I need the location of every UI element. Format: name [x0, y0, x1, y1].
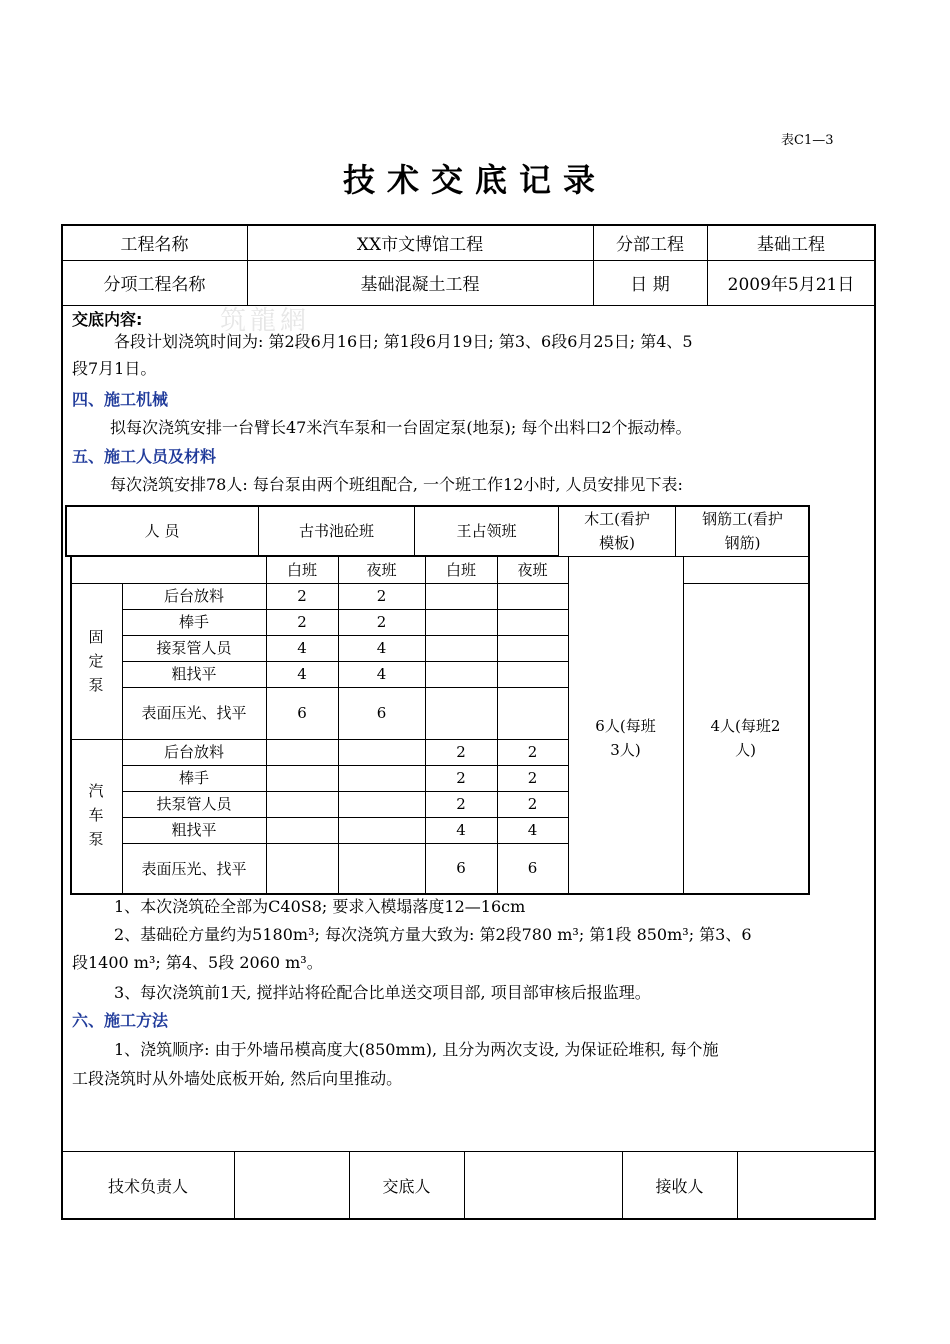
- group-2-label-3: 泵: [88, 830, 104, 848]
- g2-t2-day: 2: [456, 795, 466, 813]
- section-6-title: 六、施工方法: [72, 1011, 169, 1030]
- g1-t1-night: 2: [376, 587, 387, 605]
- section-6-line-1: 1、浇筑顺序: 由于外墙吊模高度大(850mm), 且分为两次支设, 为保证砼堆积, 每个施: [114, 1040, 719, 1059]
- g2-t2-night: 4: [527, 821, 538, 839]
- receiver-signature[interactable]: [737, 1151, 875, 1219]
- handover-signature[interactable]: [464, 1151, 622, 1219]
- g1-t1-night: 4: [376, 665, 387, 683]
- col-rebar-line-2: 钢筋): [724, 534, 761, 552]
- division-value: 基础工程: [757, 235, 825, 255]
- note-3: 3、每次浇筑前1天, 搅拌站将砼配合比单送交项目部, 项目部审核后报监理。: [114, 983, 651, 1002]
- handover-label: 交底人: [382, 1176, 431, 1196]
- content-heading: 交底内容:: [72, 310, 143, 329]
- g2-role: 表面压光、找平: [141, 859, 247, 878]
- section-5-title: 五、施工人员及材料: [72, 447, 217, 466]
- schedule-line-2: 段7月1日。: [72, 359, 157, 378]
- g1-t1-night: 6: [376, 704, 387, 722]
- carpenter-value-line-2: 3人): [610, 741, 641, 759]
- division-label: 分部工程: [616, 235, 684, 255]
- col-team-1: 古书池砼班: [298, 522, 374, 540]
- carpenter-value-line-1: 6人(每班: [595, 717, 656, 735]
- t1-day-header: 白班: [286, 561, 317, 579]
- schedule-line-1: 各段计划浇筑时间为: 第2段6月16日; 第1段6月19日; 第3、6段6月25日; 第4、5: [114, 332, 693, 351]
- date-label: 日 期: [630, 275, 670, 295]
- col-rebar-line-1: 钢筋工(看护: [702, 510, 783, 528]
- g1-t1-day: 4: [297, 665, 307, 683]
- receiver-label: 接收人: [655, 1176, 704, 1196]
- g2-t2-day: 6: [456, 859, 466, 877]
- note-1: 1、本次浇筑砼全部为C40S8; 要求入模塌落度12—16cm: [114, 897, 526, 916]
- col-personnel: 人 员: [144, 522, 180, 540]
- project-name-value: XX市文博馆工程: [356, 235, 484, 255]
- g1-t1-day: 2: [297, 587, 307, 605]
- form-number: 表C1—3: [781, 133, 834, 148]
- g1-t1-day: 6: [297, 704, 307, 722]
- g2-t2-night: 6: [527, 859, 538, 877]
- page-title: 技术交底记录: [342, 161, 607, 199]
- section-4-text: 拟每次浇筑安排一台臂长47米汽车泵和一台固定泵(地泵); 每个出料口2个振动棒。: [110, 418, 692, 437]
- date-value: 2009年5月21日: [727, 275, 855, 295]
- group-1-label-3: 泵: [88, 676, 104, 694]
- g2-role: 扶泵管人员: [156, 795, 232, 813]
- section-6-line-2: 工段浇筑时从外墙处底板开始, 然后向里推动。: [72, 1069, 403, 1088]
- g2-t2-night: 2: [527, 795, 538, 813]
- watermark: 筑龍網: [220, 306, 311, 336]
- col-carpenter-line-2: 模板): [599, 534, 635, 552]
- g2-t2-day: 2: [456, 743, 466, 761]
- tech-lead-signature[interactable]: [234, 1151, 349, 1219]
- g1-role: 粗找平: [171, 665, 217, 683]
- section-4-title: 四、施工机械: [72, 390, 169, 409]
- group-1-label-2: 定: [88, 652, 104, 670]
- g1-role: 后台放料: [163, 587, 224, 605]
- g2-t2-day: 4: [456, 821, 466, 839]
- g1-t1-night: 2: [376, 613, 387, 631]
- subproject-value: 基础混凝土工程: [360, 275, 480, 295]
- group-1-label-1: 固: [88, 628, 104, 646]
- subproject-label: 分项工程名称: [103, 275, 206, 295]
- t2-night-header: 夜班: [517, 561, 548, 579]
- g1-role: 表面压光、找平: [141, 704, 247, 722]
- note-2: 2、基础砼方量约为5180m³; 每次浇筑方量大致为: 第2段780 m³; 第1段 850m³; 第3、6: [114, 925, 752, 944]
- g1-role: 棒手: [178, 613, 209, 631]
- g2-t2-day: 2: [456, 769, 466, 787]
- g2-t2-night: 2: [527, 769, 538, 787]
- g1-role: 接泵管人员: [156, 639, 232, 657]
- g2-role: 粗找平: [171, 821, 217, 839]
- tech-lead-label: 技术负责人: [107, 1176, 188, 1196]
- rebar-value-line-1: 4人(每班2: [710, 717, 781, 735]
- col-carpenter-line-1: 木工(看护: [584, 510, 650, 528]
- g1-t1-night: 4: [376, 639, 387, 657]
- group-2-label-2: 车: [88, 806, 104, 824]
- note-2-cont: 段1400 m³; 第4、5段 2060 m³。: [72, 953, 323, 972]
- t2-day-header: 白班: [445, 561, 476, 579]
- rebar-value-line-2: 人): [735, 741, 756, 759]
- g2-role: 棒手: [178, 769, 209, 787]
- g2-role: 后台放料: [163, 743, 224, 761]
- group-2-label-1: 汽: [88, 782, 104, 800]
- g2-t2-night: 2: [527, 743, 538, 761]
- g1-t1-day: 2: [297, 613, 307, 631]
- col-team-2: 王占领班: [456, 522, 517, 540]
- section-5-text: 每次浇筑安排78人: 每台泵由两个班组配合, 一个班工作12小时, 人员安排见下表:: [110, 475, 683, 494]
- g1-t1-day: 4: [297, 639, 307, 657]
- project-name-label: 工程名称: [120, 235, 189, 255]
- t1-night-header: 夜班: [366, 561, 397, 579]
